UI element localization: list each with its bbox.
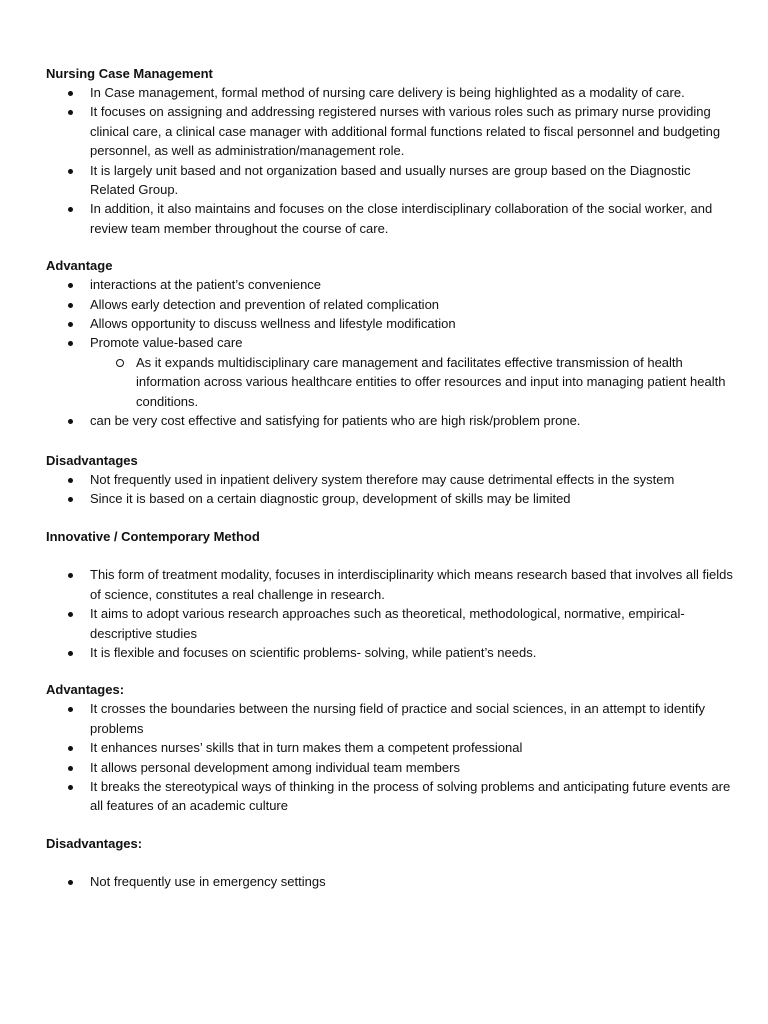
list-item-text: It aims to adopt various research approaches such as theoretical, methodological, normative, empirical-descriptive studies xyxy=(90,606,685,641)
bullet-icon xyxy=(68,110,73,115)
list-item xyxy=(46,777,736,816)
document-page xyxy=(46,64,736,891)
bullet-icon xyxy=(68,91,73,96)
list-item xyxy=(46,738,736,757)
bullet-icon xyxy=(68,283,73,288)
section-title: Disadvantages: xyxy=(46,835,143,851)
list-item-text: Promote value-based care xyxy=(90,335,243,351)
bullet-list xyxy=(46,275,736,430)
list-item xyxy=(46,758,736,777)
bullet-icon xyxy=(68,419,73,424)
section-advantage xyxy=(46,256,736,430)
list-item-text: Since it is based on a certain diagnostic group, development of skills may be limited xyxy=(90,490,571,506)
list-item xyxy=(46,470,736,489)
section-title: Advantage xyxy=(46,258,113,274)
bullet-icon xyxy=(68,880,73,885)
bullet-list xyxy=(46,699,736,815)
section-nursing-case-management xyxy=(46,64,736,238)
list-item xyxy=(46,102,736,160)
list-item xyxy=(46,83,736,102)
list-item xyxy=(46,643,736,662)
list-item-text: Allows early detection and prevention of related complication xyxy=(90,296,440,312)
list-item xyxy=(46,411,736,430)
bullet-icon xyxy=(68,573,73,578)
section-innovative-contemporary-method xyxy=(46,527,736,662)
list-item xyxy=(46,872,736,891)
list-item xyxy=(46,604,736,643)
bullet-icon xyxy=(68,478,73,483)
list-item xyxy=(46,333,736,411)
list-item-text: In addition, it also maintains and focuses on the close interdisciplinary collaboration of the social worker, and review team member throughout the course of care. xyxy=(90,201,713,236)
section-title: Nursing Case Management xyxy=(46,66,213,81)
list-item xyxy=(46,565,736,604)
list-item-text: This form of treatment modality, focuses in interdisciplinarity which means research based that involves all fields of science, constitutes a real challenge in research. xyxy=(90,567,733,602)
list-item-text: It breaks the stereotypical ways of thinking in the process of solving problems and anticipating future events are all features of an academic culture xyxy=(90,778,731,814)
list-item xyxy=(46,489,736,508)
list-item-text: It focuses on assigning and addressing registered nurses with various roles such as primary nurse providing clinical care, a clinical case manager with additional formal functions related to fiscal personnel and budgeting personnel, as well as administration/management role. xyxy=(90,104,721,159)
sub-bullet-list xyxy=(90,353,736,411)
list-item xyxy=(46,295,736,314)
section-advantages xyxy=(46,680,736,815)
list-item-text: can be very cost effective and satisfying for patients who are high risk/problem prone. xyxy=(90,413,581,429)
list-item xyxy=(46,699,736,738)
bullet-icon xyxy=(68,612,73,617)
list-item-text: interactions at the patient’s convenience xyxy=(90,277,322,293)
list-item-text: Allows opportunity to discuss wellness and lifestyle modification xyxy=(90,316,456,332)
list-item-text: It enhances nurses’ skills that in turn makes them a competent professional xyxy=(90,740,523,756)
list-item-text: It is largely unit based and not organization based and usually nurses are group based on the Diagnostic Related Group. xyxy=(90,162,691,198)
bullet-icon xyxy=(68,651,73,656)
list-item xyxy=(46,275,736,294)
section-disadvantages xyxy=(46,451,736,509)
list-item-text: In Case management, formal method of nursing care delivery is being highlighted as a modality of care. xyxy=(90,85,685,100)
bullet-icon xyxy=(68,303,73,308)
bullet-icon xyxy=(68,322,73,327)
bullet-list xyxy=(46,470,736,509)
bullet-icon xyxy=(68,169,73,174)
bullet-icon xyxy=(68,785,73,790)
list-item xyxy=(46,199,736,238)
sub-list-item xyxy=(46,353,736,411)
list-item xyxy=(46,161,736,200)
section-title: Disadvantages xyxy=(46,452,138,468)
bullet-icon xyxy=(68,207,73,212)
list-item-text: It crosses the boundaries between the nursing field of practice and social sciences, in an attempt to identify problems xyxy=(90,701,705,736)
bullet-icon xyxy=(68,707,73,712)
list-item-text: Not frequently use in emergency settings xyxy=(90,873,326,889)
sub-list-item-text: As it expands multidisciplinary care management and facilitates effective transmission of health information across various healthcare entities to offer resources and input into managing patient health conditions. xyxy=(136,354,726,409)
list-item-text: It allows personal development among individual team members xyxy=(90,759,460,775)
list-item-text: Not frequently used in inpatient delivery system therefore may cause detrimental effects in the system xyxy=(90,471,675,487)
bullet-list xyxy=(46,83,736,238)
bullet-icon xyxy=(68,766,73,771)
bullet-icon xyxy=(68,341,73,346)
section-title: Innovative / Contemporary Method xyxy=(46,529,260,545)
bullet-list xyxy=(46,565,736,662)
hollow-bullet-icon xyxy=(116,359,124,367)
bullet-icon xyxy=(68,497,73,502)
list-item-text: It is flexible and focuses on scientific problems- solving, while patient’s needs. xyxy=(90,644,537,660)
bullet-list xyxy=(46,872,736,891)
bullet-icon xyxy=(68,746,73,751)
section-title: Advantages: xyxy=(46,682,125,698)
section-disadvantages-2 xyxy=(46,834,736,891)
list-item xyxy=(46,314,736,333)
